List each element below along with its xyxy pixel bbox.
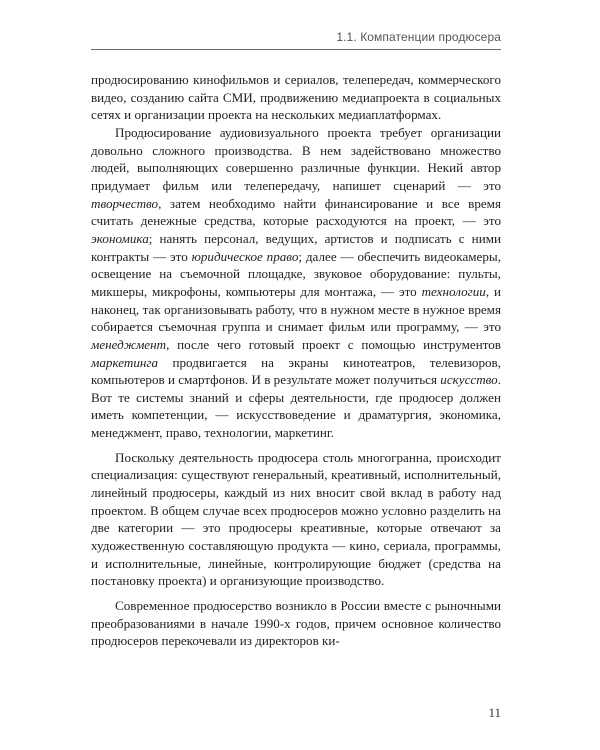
header-divider: [91, 49, 501, 50]
running-header: 1.1. Компатенции продюсера: [336, 30, 501, 44]
paragraph-text: ; нанять персонал, ведущих, артистов и подписать с ними контракты — это: [91, 230, 501, 264]
paragraph-text: ; далее — обеспечить видеокамеры, освещение на съемочной площадке, звуковое оборудование: пульты, микшеры, микрофоны, компьютеры для монтажа, — это: [91, 248, 501, 299]
paragraph-text: Поскольку деятельность продюсера столь многогранна, происходит специализация: существуют генеральный, креативный, исполнительный, линейный продюсеры, каждый из них вносит свой вклад в работу над проектом. В общем случае всех продюсеров можно условно разделить на две категории — это продюсеры креативные, которые отвечают за художественную составляющую продукта — кино, сериала, программы, и исполнительные, линейные, контролирующие бюджет (средства на постановку проекта) и организующие производство.: [91, 449, 501, 589]
paragraph-text: . Вот те системы знаний и сферы деятельности, где продюсер должен иметь компетенции, — искусствоведение и драматургия, экономика, менеджмент, право, технологии, маркетинг.: [91, 372, 501, 441]
paragraph-text: Современное продюсерство возникло в России вместе с рыночными преобразованиями в начале 1990-х годов, причем основное количество продюсеров перекочевали из директоров ки-: [91, 598, 501, 649]
paragraph-text: , затем необходимо найти финансирование и все время считать денежные средства, которые расходуются на проект, — это: [91, 195, 501, 229]
italic-term: технологии: [421, 283, 486, 299]
paragraph-text: продюсированию кинофильмов и сериалов, телепередач, коммерческого видео, созданию сайта СМИ, продвижению медиапроекта в социальных сетях и организации проекта на нескольких медиаплатформах.: [91, 72, 501, 123]
paragraph-text: , и наконец, так организовывать работу, что в нужном месте в нужное время собирается съемочная группа и снимает фильм или программу, — это: [91, 283, 501, 335]
page-number: 11: [488, 705, 501, 720]
paragraph-text: , после чего готовый проект с помощью инструментов: [166, 336, 501, 352]
italic-term: творчество: [91, 195, 159, 211]
italic-term: искусство: [440, 372, 498, 388]
paragraph-3: [91, 449, 501, 590]
body-text: [91, 71, 501, 650]
paragraph-text: продвигается на экраны кинотеатров, телевизоров, компьютеров и смартфонов. И в результате может получиться: [91, 354, 501, 388]
italic-term: менеджмент: [91, 336, 167, 352]
italic-term: маркетинга: [91, 354, 159, 370]
paragraph-1: [91, 71, 501, 124]
paragraph-text: Продюсирование аудиовизуального проекта требует организации довольно сложного производства. В нем задействовано множество людей, выполняющих совершенно различные функции. Некий автор придумает фильм или телепередачу, напишет сценарий — это: [91, 124, 501, 193]
paragraph-4: [91, 597, 501, 650]
paragraph-2: [91, 124, 501, 442]
italic-term: юридическое право: [191, 248, 299, 264]
italic-term: экономика: [91, 230, 149, 246]
